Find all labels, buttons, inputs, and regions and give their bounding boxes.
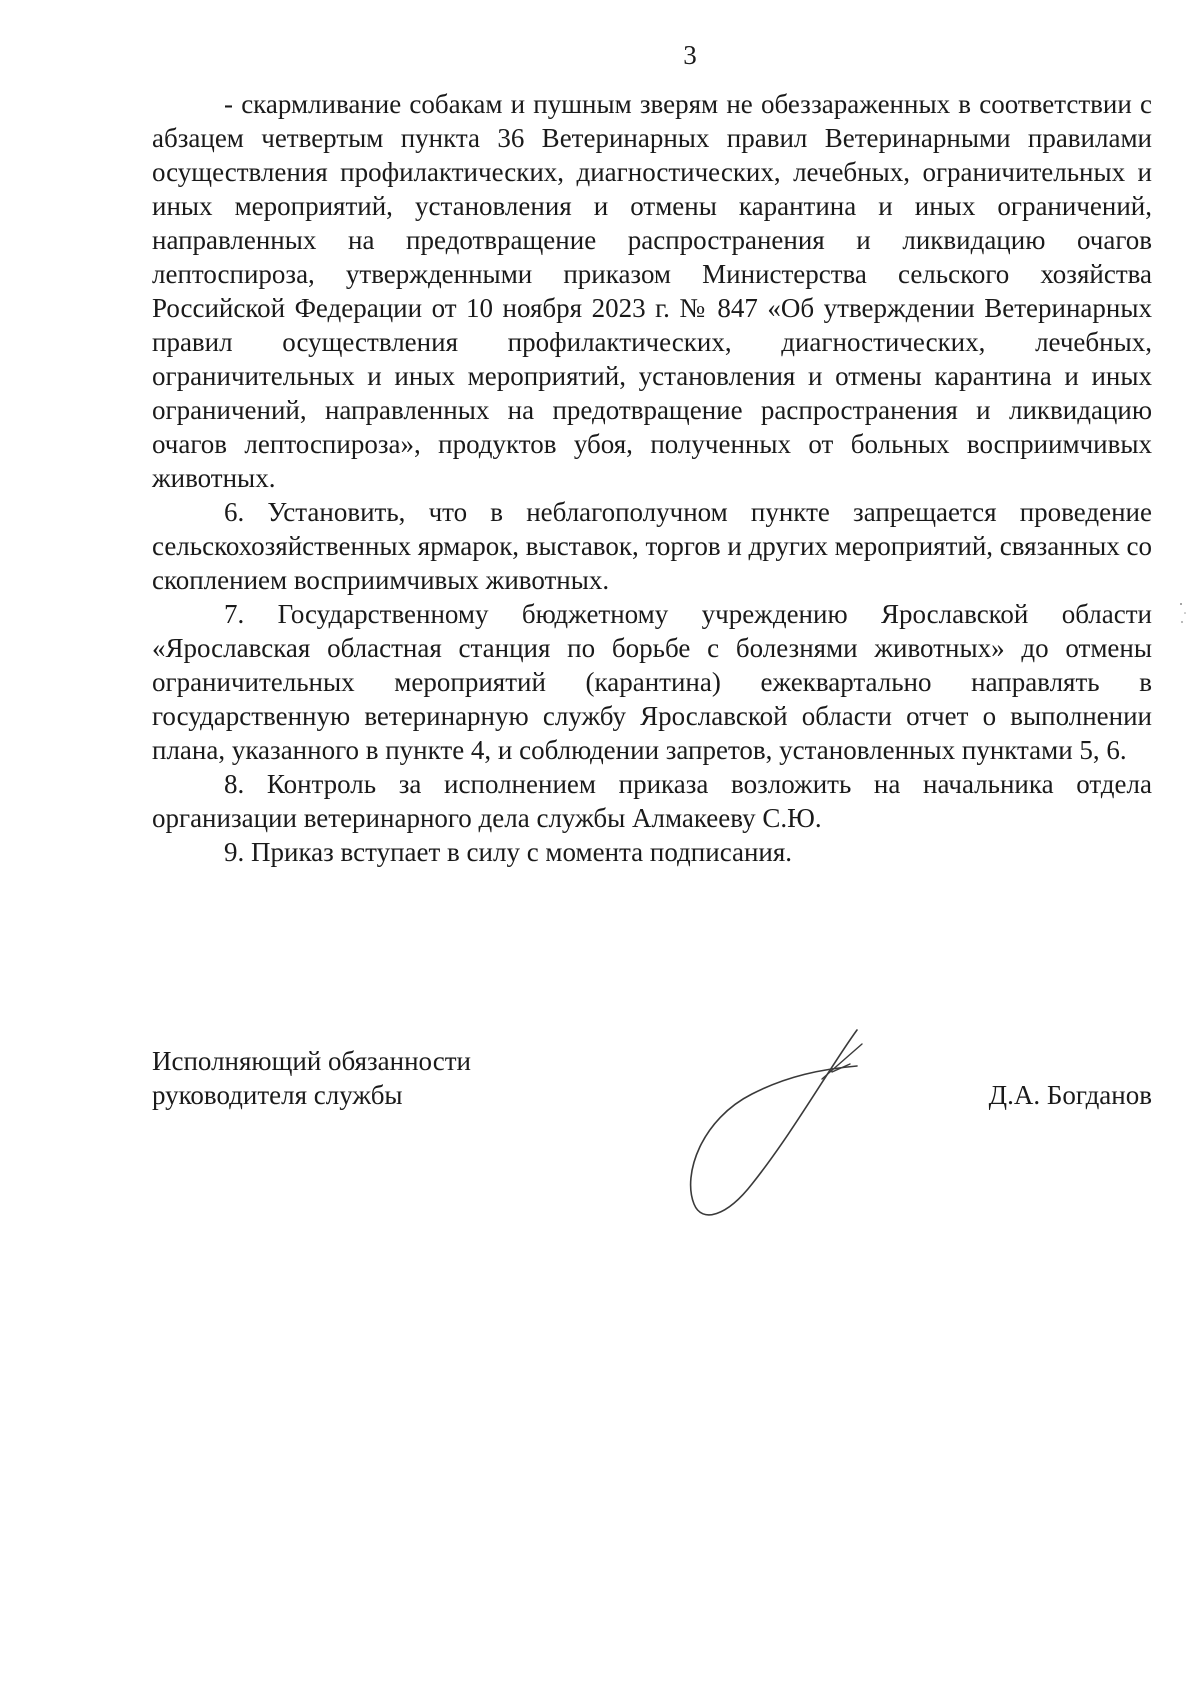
signatory-name: Д.А. Богданов	[988, 1080, 1152, 1110]
signatory-title	[152, 1044, 471, 1112]
page-number: 3	[683, 40, 697, 70]
handwritten-signature	[672, 1024, 872, 1234]
paragraph-feeding-ban: - скармливание собакам и пушным зверям не обеззараженных в соответствии с абзацем четвертым пункта 36 Ветеринарных правил Ветеринарными правилами осуществления профилактических, диагностических, лечебных, ограничительных и иных мероприятий, установления и отмены карантина и иных ограничений, направленных на предотвращение распространения и ликвидацию очагов лептоспироза, утвержденными приказом Министерства сельского хозяйства Российской Федерации от 10 ноября 2023 г. № 847 «Об утверждении Ветеринарных правил осуществления профилактических, диагностических, лечебных, ограничительных и иных мероприятий, установления и отмены карантина и иных ограничений, направленных на предотвращение распространения и ликвидацию очагов лептоспироза», продуктов убоя, полученных от больных восприимчивых животных.	[152, 89, 1152, 493]
signatory-title-line-2: руководителя службы	[152, 1080, 403, 1110]
scan-artifact	[1176, 600, 1192, 630]
paragraph-item-7: 7. Государственному бюджетному учреждению Ярославской области «Ярославская областная станция по борьбе с болезнями животных» до отмены ограничительных мероприятий (карантина) ежеквартально направлять в государственную ветеринарную службу Ярославской области отчет о выполнении плана, указанного в пункте 4, и соблюдении запретов, установленных пунктами 5, 6.	[152, 599, 1152, 765]
paragraph-item-8: 8. Контроль за исполнением приказа возложить на начальника отдела организации ветеринарного дела службы Алмакееву С.Ю.	[152, 769, 1152, 833]
signatory-title-line-1: Исполняющий обязанности	[152, 1046, 471, 1076]
paragraph-item-9: 9. Приказ вступает в силу с момента подписания.	[224, 837, 793, 867]
document-body	[152, 87, 1152, 869]
signature-block	[152, 1044, 1152, 1254]
paragraph-item-6: 6. Установить, что в неблагополучном пункте запрещается проведение сельскохозяйственных ярмарок, выставок, торгов и других мероприятий, связанных со скоплением восприимчивых животных.	[152, 497, 1152, 595]
